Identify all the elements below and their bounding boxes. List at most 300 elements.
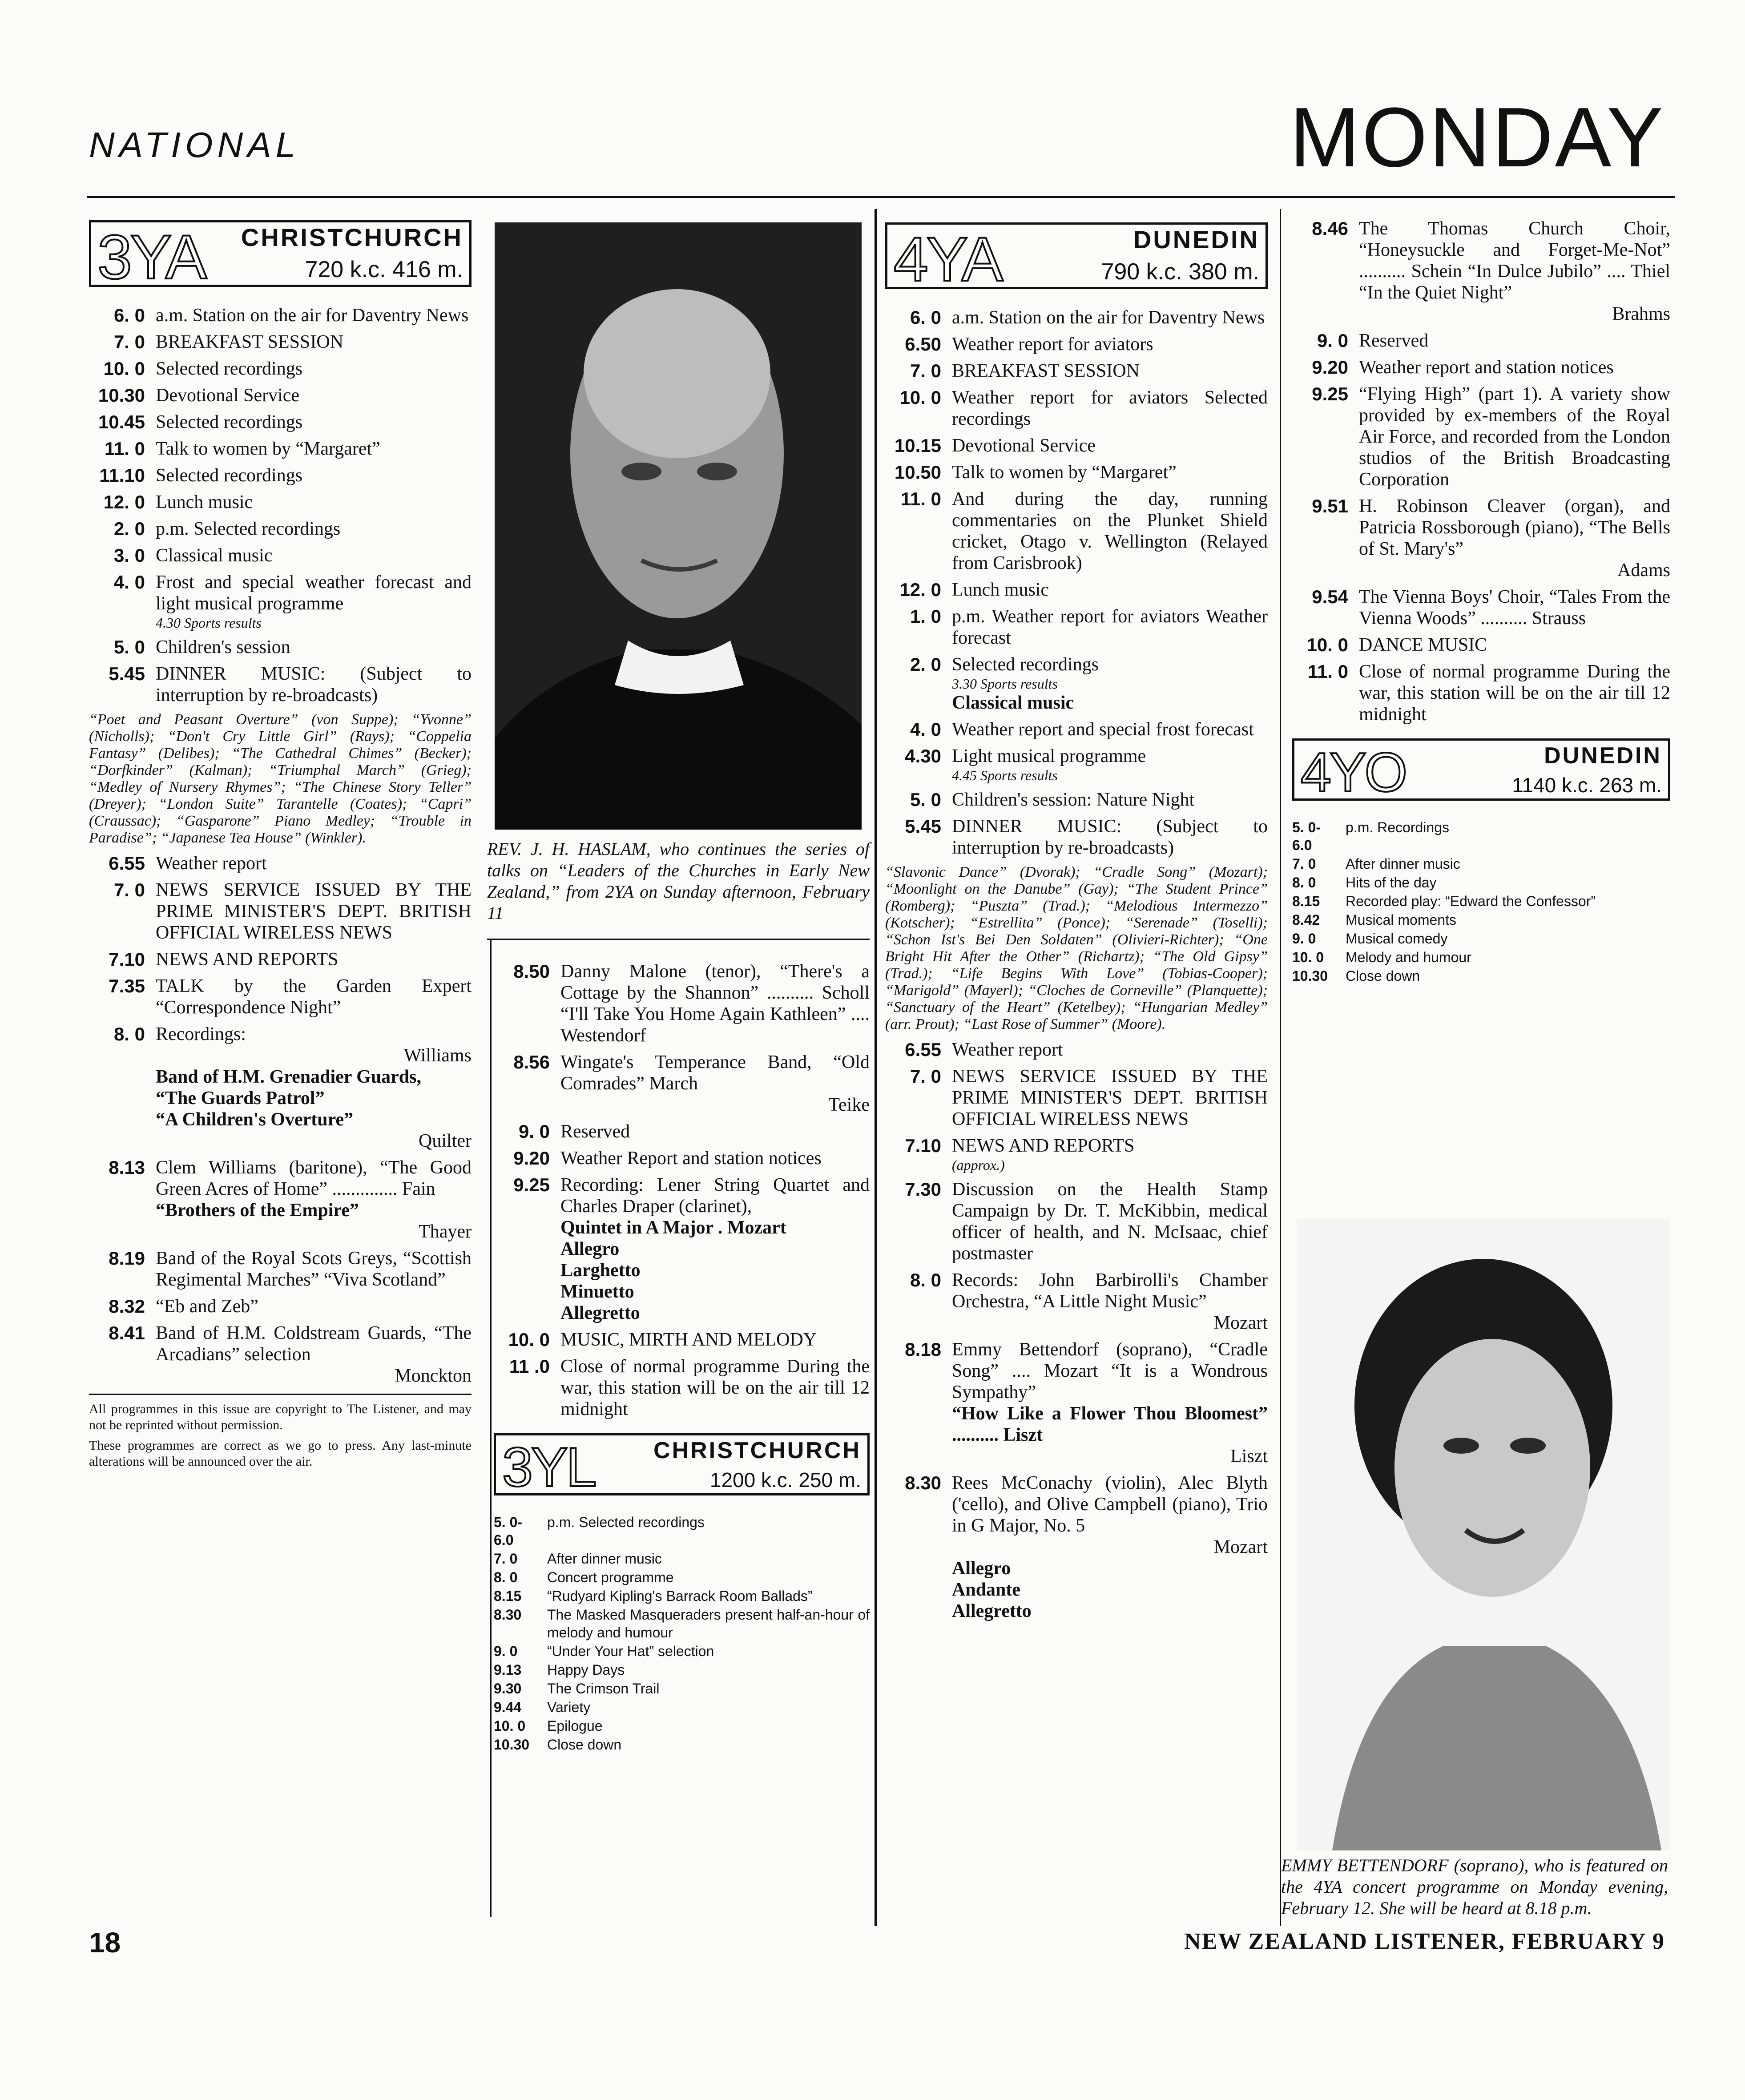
programme-description	[1359, 496, 1670, 581]
programme-entry	[1292, 357, 1670, 378]
programme-entry	[494, 1052, 870, 1116]
programme-subnote: 4.45 Sports results	[952, 767, 1058, 783]
programme-time: 2. 0	[113, 518, 145, 539]
programme-entry	[89, 385, 472, 406]
programme-description	[547, 1642, 870, 1660]
programme-text: Devotional Service	[156, 385, 300, 406]
programme-description	[156, 637, 472, 658]
composer: Teike	[828, 1095, 870, 1115]
programme-description	[156, 545, 472, 566]
programme-description	[156, 1024, 472, 1152]
programme-description	[952, 816, 1268, 859]
programme-text: Recorded play: “Edward the Confessor”	[1346, 893, 1596, 909]
page-number: 18	[89, 1927, 121, 1959]
portrait-illustration	[495, 222, 862, 830]
programme-description	[547, 1661, 870, 1679]
programme-line: Andante	[952, 1580, 1021, 1600]
programme-text: Recordings:	[156, 1024, 246, 1044]
programme-description	[547, 1680, 870, 1697]
header-rule	[87, 196, 1675, 198]
programme-line: “Brothers of the Empire”	[156, 1200, 359, 1221]
programme-text: Emmy Bettendorf (soprano), “Cradle Song” .... Mozart “It is a Wondrous Sympathy”	[952, 1339, 1268, 1403]
programme-time: 8.30	[494, 1607, 522, 1623]
programme-description	[1359, 357, 1670, 378]
programme-text: Band of the Royal Scots Greys, “Scottish Regimental Marches” “Viva Scotland”	[156, 1248, 472, 1290]
programme-time: 8.13	[109, 1157, 145, 1178]
programme-entry	[89, 545, 472, 566]
programme-entry	[494, 1642, 870, 1660]
column-divider	[490, 939, 492, 1917]
programme-time: 5.45	[109, 663, 145, 684]
column-4ya-cont	[1292, 218, 1670, 986]
programme-entry	[885, 579, 1268, 601]
programme-time: 9.20	[513, 1148, 550, 1169]
programme-entry	[89, 879, 472, 943]
programme-text: Epilogue	[547, 1718, 603, 1734]
programme-text: DINNER MUSIC: (Subject to interruption by re-broadcasts)	[952, 816, 1268, 858]
composer: Liszt	[1230, 1446, 1268, 1467]
programme-entry	[1292, 218, 1670, 325]
programme-text: Records: John Barbirolli's Chamber Orchestra, “A Little Night Music”	[952, 1270, 1268, 1312]
station-frequency: 1140 k.c. 263 m.	[1512, 774, 1662, 797]
station-call: 3YA	[97, 222, 206, 292]
programme-description	[560, 1329, 870, 1350]
programme-description	[156, 385, 472, 406]
programme-text: Happy Days	[547, 1662, 625, 1678]
programme-text: DANCE MUSIC	[1359, 635, 1487, 655]
programme-subnote: (approx.)	[952, 1157, 1005, 1173]
programme-time: 10. 0	[1292, 949, 1324, 965]
programme-time: 3. 0	[113, 545, 145, 566]
programme-text: p.m. Weather report for aviators Weather forecast	[952, 606, 1268, 648]
programme-line: Minuetto	[560, 1282, 634, 1302]
programme-entry	[1292, 855, 1670, 873]
programme-text: Close down	[547, 1737, 622, 1753]
programme-line: “How Like a Flower Thou Bloomest” .......... Liszt	[952, 1403, 1268, 1445]
programme-time: 7.35	[109, 975, 145, 996]
programme-text: p.m. Recordings	[1346, 819, 1449, 835]
programme-entry	[494, 1717, 870, 1735]
programme-time: 11 .0	[509, 1356, 550, 1377]
programme-description	[547, 1550, 870, 1568]
programme-description	[156, 358, 472, 379]
programme-entry	[494, 961, 870, 1046]
programme-description	[952, 1339, 1268, 1467]
programme-text: Weather report and station notices	[1359, 357, 1614, 378]
programme-entry	[89, 1024, 472, 1152]
programme-text: Weather report	[156, 853, 267, 874]
programme-time: 9. 0	[494, 1643, 518, 1659]
programme-list	[885, 1039, 1268, 1622]
programme-text: “Rudyard Kipling's Barrack Room Ballads”	[547, 1588, 813, 1604]
programme-text: Weather Report and station notices	[560, 1148, 822, 1169]
programme-description	[560, 1148, 870, 1169]
programme-entry	[885, 606, 1268, 649]
programme-description	[156, 1296, 472, 1317]
photo-caption-bettendorf: EMMY BETTENDORF (soprano), who is featured on the 4YA concert programme on Monday evening, February 12. She will be heard at 8.18 p.m.	[1281, 1855, 1668, 1918]
programme-entry	[89, 331, 472, 353]
programme-text: Weather report and special frost forecast	[952, 719, 1254, 740]
programme-time: 6.50	[905, 334, 941, 355]
programme-text: After dinner music	[547, 1551, 662, 1567]
programme-text: Melody and humour	[1346, 949, 1471, 965]
programme-time: 10. 0	[103, 358, 145, 379]
programme-entry	[1292, 911, 1670, 929]
programme-time: 11. 0	[1307, 661, 1348, 682]
programme-entry	[885, 654, 1268, 713]
programme-text: Frost and special weather forecast and light musical programme	[156, 572, 472, 614]
programme-description	[952, 719, 1268, 740]
programme-description	[156, 305, 472, 326]
programme-description	[952, 334, 1268, 355]
programme-text: BREAKFAST SESSION	[952, 361, 1140, 381]
programme-time: 6.55	[109, 853, 145, 874]
programme-entry	[885, 746, 1268, 784]
programme-time: 9.25	[513, 1174, 550, 1195]
programme-text: The Thomas Church Choir, “Honeysuckle and Forget-Me-Not” .......... Schein “In Dulce Jubilo” .... Thiel “In the Quiet Night”	[1359, 218, 1670, 303]
programme-time: 8.46	[1312, 218, 1348, 239]
programme-line: Classical music	[952, 693, 1074, 713]
programme-text: Children's session	[156, 637, 290, 657]
programme-time: 9. 0	[1317, 330, 1348, 351]
programme-entry	[494, 1698, 870, 1716]
programme-text: Rees McConachy (violin), Alec Blyth ('cello), and Olive Campbell (piano), Trio in G Major, No. 5	[952, 1473, 1268, 1536]
programme-time: 7. 0	[494, 1551, 518, 1567]
programme-text: The Crimson Trail	[547, 1681, 660, 1697]
programme-description	[952, 579, 1268, 601]
programme-text: Band of H.M. Coldstream Guards, “The Arcadians” selection	[156, 1323, 472, 1365]
programme-text: “Flying High” (part 1). A variety show provided by ex-members of the Royal Air Force, and recorded from the London studios of the British Broadcasting Corporation	[1359, 384, 1670, 490]
programme-description	[952, 435, 1268, 456]
programme-description	[547, 1513, 870, 1549]
programme-entry	[494, 1148, 870, 1169]
programme-description	[952, 1066, 1268, 1130]
programme-entry	[885, 719, 1268, 740]
programme-time: 9.13	[494, 1662, 522, 1678]
programme-description	[1359, 586, 1670, 629]
programme-description	[1359, 634, 1670, 656]
programme-entry	[885, 1339, 1268, 1467]
programme-time: 10.30	[98, 385, 145, 406]
programme-entry	[89, 1248, 472, 1290]
alterations-note: These programmes are correct as we go to press. Any last-minute alterations will be announced over the air.	[89, 1438, 472, 1469]
programme-entry	[494, 1329, 870, 1350]
programme-text: Classical music	[156, 545, 273, 566]
programme-entry	[1292, 383, 1670, 490]
programme-description	[156, 1157, 472, 1242]
programme-entry	[494, 1587, 870, 1605]
programme-time: 10. 0	[508, 1329, 550, 1350]
programme-time: 8.15	[1292, 893, 1320, 909]
programme-time: 10.50	[894, 462, 941, 483]
caption-rule	[487, 939, 870, 940]
programme-text: Recording: Lener String Quartet and Charles Draper (clarinet),	[560, 1175, 870, 1217]
programme-time: 9. 0	[1292, 931, 1316, 947]
programme-text: Hits of the day	[1346, 875, 1437, 891]
programme-text: The Vienna Boys' Choir, “Tales From the Vienna Woods” .......... Strauss	[1359, 587, 1670, 629]
programme-text: Clem Williams (baritone), “The Good Green Acres of Home” .............. Fain	[156, 1157, 472, 1199]
programme-text: Devotional Service	[952, 435, 1096, 456]
composer: Mozart	[1213, 1313, 1268, 1333]
programme-time: 9.30	[494, 1681, 522, 1697]
programme-list	[1292, 218, 1670, 725]
programme-time: 7. 0	[910, 360, 941, 381]
programme-entry	[885, 334, 1268, 355]
programme-description	[547, 1587, 870, 1605]
programme-description	[952, 746, 1268, 784]
programme-entry	[885, 387, 1268, 430]
programme-entry	[89, 637, 472, 658]
programme-description	[1359, 383, 1670, 490]
programme-description	[156, 465, 472, 486]
programme-time: 7. 0	[1292, 856, 1316, 872]
programme-description	[952, 1270, 1268, 1334]
programme-entry	[89, 949, 472, 970]
programme-text: Close down	[1346, 968, 1420, 984]
programme-time: 9.54	[1312, 586, 1348, 607]
programme-text: Weather report for aviators Selected recordings	[952, 387, 1268, 429]
programme-time: 4. 0	[910, 719, 941, 740]
programme-time: 10. 0	[899, 387, 941, 408]
programme-time: 8.19	[109, 1248, 145, 1269]
programme-text: Variety	[547, 1699, 591, 1715]
programme-description	[156, 663, 472, 706]
programme-text: p.m. Selected recordings	[547, 1514, 705, 1530]
programme-description	[952, 1472, 1268, 1622]
programme-description	[1346, 818, 1670, 854]
programme-entry	[494, 1568, 870, 1586]
programme-time: 5. 0-6.0	[1292, 819, 1321, 853]
programme-entry	[1292, 586, 1670, 629]
programme-description	[156, 438, 472, 460]
programme-time: 12. 0	[103, 492, 145, 512]
programme-time: 9.44	[494, 1699, 522, 1715]
programme-text: Discussion on the Health Stamp Campaign by Dr. T. McKibbin, medical officer of health, and N. McIsaac, chief postmaster	[952, 1179, 1268, 1264]
programme-subnote: 3.30 Sports results	[952, 676, 1058, 692]
programme-time: 5.45	[905, 816, 941, 837]
programme-entry	[89, 465, 472, 486]
programme-entry	[494, 1606, 870, 1641]
programme-time: 8.30	[905, 1472, 941, 1493]
station-call: 3YL	[502, 1437, 595, 1498]
programme-entry	[885, 488, 1268, 574]
programme-entry	[885, 1135, 1268, 1173]
programme-entry	[885, 1472, 1268, 1622]
portrait-illustration	[1297, 1219, 1670, 1850]
programme-entry	[885, 789, 1268, 810]
programme-text: Children's session: Nature Night	[952, 790, 1195, 810]
programme-entry	[494, 1680, 870, 1697]
programme-time: 7.30	[905, 1179, 941, 1200]
programme-entry	[89, 1157, 472, 1242]
programme-description	[952, 789, 1268, 810]
station-frequency: 790 k.c. 380 m.	[1101, 259, 1259, 285]
programme-text: Wingate's Temperance Band, “Old Comrades” March	[560, 1052, 870, 1094]
programme-time: 8. 0	[910, 1270, 941, 1290]
station-city: DUNEDIN	[1133, 226, 1259, 254]
programme-entry	[1292, 818, 1670, 854]
programme-time: 10.30	[494, 1737, 530, 1753]
programme-description	[1359, 661, 1670, 725]
programme-list-small	[494, 1513, 870, 1753]
programme-text: “Eb and Zeb”	[156, 1296, 258, 1317]
programme-time: 9.25	[1312, 383, 1348, 404]
programme-text: Danny Malone (tenor), “There's a Cottage by the Shannon” .......... Scholl “I'll Take You Home Again Kathleen” .... Westendorf	[560, 961, 870, 1046]
programme-text: Selected recordings	[156, 359, 303, 379]
programme-list	[494, 961, 870, 1420]
column-3ya-cont	[494, 961, 870, 1754]
programme-text: Lunch music	[952, 580, 1049, 600]
programme-line: Allegro	[560, 1239, 620, 1259]
programme-entry	[885, 1066, 1268, 1130]
programme-description	[1346, 967, 1670, 985]
programme-line: Allegretto	[952, 1601, 1032, 1621]
programme-text: Light musical programme	[952, 746, 1146, 766]
programme-description	[1346, 892, 1670, 910]
programme-entry	[885, 1179, 1268, 1264]
composer: Mozart	[1213, 1537, 1268, 1557]
station-city: DUNEDIN	[1544, 743, 1662, 769]
programme-description	[156, 492, 472, 513]
programme-time: 4.30	[905, 746, 941, 766]
programme-time: 10. 0	[1306, 634, 1348, 655]
programme-entry	[885, 816, 1268, 859]
programme-time: 9.51	[1312, 496, 1348, 516]
programme-description	[156, 879, 472, 943]
programme-entry	[1292, 892, 1670, 910]
programme-text: H. Robinson Cleaver (organ), and Patricia Rossborough (piano), “The Bells of St. Mary's”	[1359, 496, 1670, 559]
composer: Adams	[1617, 560, 1670, 580]
programme-entry	[494, 1550, 870, 1568]
programme-time: 6.55	[905, 1039, 941, 1060]
programme-entry	[494, 1174, 870, 1324]
programme-entry	[89, 411, 472, 433]
programme-description	[952, 1179, 1268, 1264]
notes	[89, 1394, 472, 1470]
programme-time: 10.45	[98, 411, 145, 432]
programme-time: 11. 0	[104, 438, 145, 459]
programme-description	[156, 975, 472, 1018]
programme-line: Larghetto	[560, 1260, 641, 1281]
dinner-music-list: “Poet and Peasant Overture” (von Suppe); “Yvonne” (Nicholls); “Don't Cry Little Girl” (Rays); “Coppelia Fantasy” (Delibes); “The Cathedral Chimes” (Becker); “Dorfkinder” (Kalman); “Triumphal March” (Grieg); “Medley of Nursery Rhymes”; “The Chinese Story Teller” (Dreyer); “London Suite” Tarantelle (Coates); “Capri” (Craussac); “Gasparone” Piano Medley; “Trouble in Paradise”; “Japanese Tea House” (Winkler).	[89, 711, 472, 846]
programme-text: Weather report	[952, 1040, 1063, 1060]
programme-description	[1346, 855, 1670, 873]
programme-time: 8.50	[513, 961, 550, 982]
programme-text: NEWS AND REPORTS	[952, 1136, 1135, 1156]
programme-description	[156, 411, 472, 433]
programme-line: Allegro	[952, 1558, 1011, 1579]
programme-description	[560, 1174, 870, 1324]
programme-text: Close of normal programme During the war, this station will be on the air till 12 midnight	[1359, 661, 1670, 725]
programme-description	[156, 331, 472, 353]
composer: Thayer	[419, 1221, 472, 1242]
programme-line: Band of H.M. Grenadier Guards,	[156, 1067, 422, 1087]
programme-entry	[885, 462, 1268, 483]
programme-time: 1. 0	[910, 606, 941, 627]
programme-entry	[89, 853, 472, 874]
station-box-3yl	[494, 1433, 870, 1498]
composer: Monckton	[395, 1366, 472, 1386]
programme-entry	[1292, 874, 1670, 891]
programme-time: 6. 0	[113, 305, 145, 326]
programme-text: Talk to women by “Margaret”	[156, 439, 380, 459]
column-3ya	[89, 220, 472, 1474]
programme-description	[952, 462, 1268, 483]
programme-time: 5. 0	[910, 789, 941, 810]
programme-entry	[494, 1736, 870, 1753]
programme-time: 10.15	[894, 435, 941, 456]
programme-text: Selected recordings	[156, 412, 303, 432]
photo-emmy-bettendorf	[1297, 1219, 1670, 1850]
programme-entry	[494, 1513, 870, 1549]
programme-time: 8.15	[494, 1588, 522, 1604]
programme-text: Musical comedy	[1346, 931, 1448, 947]
programme-time: 4. 0	[113, 572, 145, 593]
programme-description	[547, 1736, 870, 1753]
programme-time: 8.42	[1292, 912, 1320, 928]
programme-text: And during the day, running commentaries on the Plunket Shield cricket, Otago v. Wellington (Relayed from Carisbrook)	[952, 489, 1268, 573]
programme-entry	[885, 1039, 1268, 1060]
programme-line: Allegretto	[560, 1303, 640, 1323]
programme-text: BREAKFAST SESSION	[156, 332, 344, 352]
programme-time: 6. 0	[910, 307, 941, 328]
programme-line: “The Guards Patrol”	[156, 1088, 325, 1108]
publication-footer: NEW ZEALAND LISTENER, FEBRUARY 9	[1184, 1929, 1665, 1954]
programme-list	[89, 853, 472, 1387]
programme-description	[547, 1698, 870, 1716]
station-call: 4YO	[1301, 742, 1406, 803]
programme-time: 9. 0	[518, 1121, 550, 1142]
programme-entry	[1292, 930, 1670, 947]
programme-entry	[89, 1322, 472, 1387]
programme-time: 7. 0	[113, 879, 145, 900]
programme-text: Musical moments	[1346, 912, 1456, 928]
programme-description	[547, 1606, 870, 1641]
programme-text: “Under Your Hat” selection	[547, 1643, 714, 1659]
programme-description	[156, 518, 472, 540]
programme-time: 10. 0	[494, 1718, 526, 1734]
station-box-3ya	[89, 220, 472, 292]
programme-time: 9.20	[1312, 357, 1348, 378]
programme-time: 7.10	[109, 949, 145, 970]
station-box-4ya	[885, 222, 1268, 294]
programme-text: NEWS AND REPORTS	[156, 949, 339, 970]
programme-time: 8. 0	[1292, 875, 1316, 891]
programme-text: The Masked Masqueraders present half-an-hour of melody and humour	[547, 1607, 870, 1640]
programme-line: “A Children's Overture”	[156, 1109, 354, 1130]
programme-entry	[89, 438, 472, 460]
programme-entry	[494, 1356, 870, 1420]
programme-time: 11. 0	[900, 488, 941, 509]
column-divider	[875, 209, 877, 1926]
photo-rev-haslam	[495, 222, 862, 830]
programme-entry	[885, 435, 1268, 456]
programme-entry	[89, 358, 472, 379]
programme-text: a.m. Station on the air for Daventry News	[156, 305, 469, 326]
programme-entry	[494, 1121, 870, 1142]
programme-list	[89, 305, 472, 706]
programme-text: a.m. Station on the air for Daventry News	[952, 307, 1265, 328]
programme-entry	[885, 1270, 1268, 1334]
programme-description	[952, 488, 1268, 574]
programme-description	[952, 654, 1268, 713]
programme-time: 8.32	[109, 1296, 145, 1317]
programme-text: After dinner music	[1346, 856, 1460, 872]
dinner-music-list: “Slavonic Dance” (Dvorak); “Cradle Song” (Mozart); “Moonlight on the Danube” (Gay); “The Student Prince” (Romberg); “Puszta” (Trad.); “Melodious Intermezzo” (Kotscher); “Estrellita” (Ponce); “Serenade” (Toselli); “Schon Ist's Bei Den Soldaten” (Olivieri-Richter); “One Bright Hit After the Other” (Richartz); “The Old Gipsy” (Trad.); “Life Begins With Love” (Tobias-Cooper); “Marigold” (Mayerl); “Cloches de Corneville” (Planquette); “Sanctuary of the Heart” (Ketelbey); “Hungarian Medley” (arr. Prout); “Last Rose of Summer” (Moore).	[885, 864, 1268, 1032]
programme-description	[547, 1568, 870, 1586]
programme-subnote: 4.30 Sports results	[156, 615, 262, 631]
programme-entry	[89, 975, 472, 1018]
